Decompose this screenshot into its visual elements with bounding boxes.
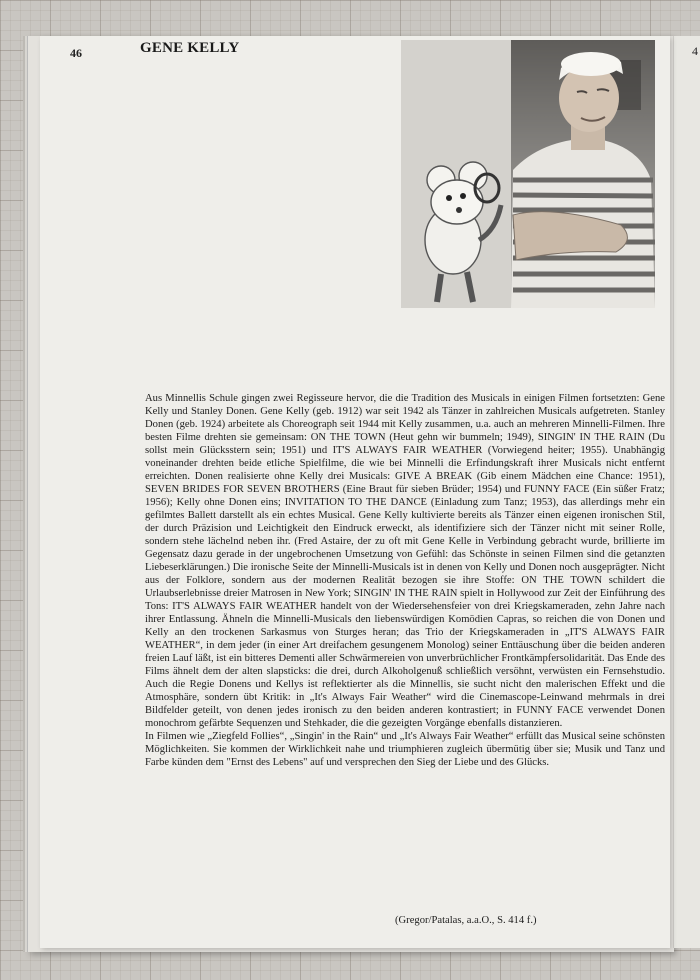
film-still-sailor-with-cartoon-mouse-icon (401, 40, 655, 308)
body-text (145, 392, 665, 769)
next-page-number: 4 (692, 44, 698, 58)
next-page-edge (673, 36, 700, 948)
page-number: 46 (70, 46, 82, 60)
body-paragraph-1: Aus Minnellis Schule gingen zwei Regisseure hervor, die die Tradition des Musicals in einigen Filmen fortsetzten: Gene Kelly und Stanley Donen. Gene Kelly (geb. 1912) war seit 1942 als Tänzer in zahlreichen Musicals aufgetreten. Stanley Donen (geb. 1924) arbeitete als Choreograph seit 1944 mit Kelly zusammen, u.a. auch an mehreren Minnelli-Filmen. Ihre besten Filme drehten sie gemeinsam: ON THE TOWN (Heut gehn wir bummeln; 1949), SINGIN' IN THE RAIN (Du sollst mein Glücksstern sein; 1951) und IT'S ALWAYS FAIR WEATHER (Vorwiegend heiter; 1955). Unabhängig voneinander drehten beide etliche Spielfilme, die wie bei Minnelli die Erfindungskraft ihrer Musicals nicht entfernt erreichten. Donen realisierte ohne Kelly drei Musicals: GIVE A BREAK (Gib einem Mädchen eine Chance: 1951), SEVEN BRIDES FOR SEVEN BROTHERS (Eine Braut für sieben Brüder; 1954) und FUNNY FACE (Ein süßer Fratz; 1956); Kelly ohne Donen eins; INVITATION TO THE DANCE (Einladung zum Tanz; 1953), das allerdings mehr ein gefilmtes Ballett darstellt als ein echtes Musical. Gene Kelly kultivierte bereits als Tänzer einen eigenen ironischen Stil, der durch Präzision und Leichtigkeit den Eindruck erweckt, als identifiziere sich der Tänzer nicht mit seiner Rolle, sondern stehe lächelnd neben ihr. (Fred Astaire, der zu oft mit Gene Kelle in Verbindung gebracht wurde, brillierte im Gegensatz dazu gerade in der ungebrochenen Umsetzung von Gefühl: das Schönste in seinen Filmen sind die getanzten Liebeserklärungen.) Die ironische Seite der Minnelli-Musicals ist in denen von Kelly und Donen noch ausgeprägter. Nicht aus der Folklore, sondern aus der modernen Realität bezogen sie ihre Stoffe: ON THE TOWN schildert die Urlaubserlebnisse dreier Matrosen in New York; SINGIN' IN THE RAIN spielt in Hollywood zur Zeit der Einführung des Tons: IT'S ALWAYS FAIR WEATHER handelt von der Wiedersehensfeier von drei Kriegskameraden, zehn Jahre nach ihrer Entlassung. Ähneln die Minnelli-Musicals den liebenswürdigen Komödien Capras, so reichen die von Donen und Kelly an den trockenen Sarkasmus von Sturges heran; das Trio der Kriegskameraden in „IT'S ALWAYS FAIR WEATHER“, in dem jeder (in einer Art dreifachem gesungenem Monolog) seiner Enttäuschung über die beiden anderen freien Lauf läßt, ist ein bitteres Dementi aller Schwärmereien von unverbrüchlicher Frontkämpfersolidarität. Das Ende des Films ähnelt dem der alten slapsticks: die drei, durch Alkoholgenuß schließlich versöhnt, verwüsten ein Fernsehstudio. Auch die Regie Donens und Kellys ist reflektierter als die Minnellis, sie sucht nicht den malerischen Effekt und die Atmosphäre, sondern übt Kritik: in „It's Always Fair Weather“ wird die Cinemascope-Leinwand mehrmals in drei Bildfelder geteilt, von denen jedes ironisch zu den beiden anderen kontrastiert; in FUNNY FACE verwendet Donen monochrom gefärbte Sequenzen und Stehkader, die die gezeigten Vorgänge ebenfalls distanzieren. (145, 393, 665, 729)
page-title: GENE KELLY (140, 40, 240, 56)
citation: (Gregor/Patalas, a.a.O., S. 414 f.) (395, 915, 537, 926)
body-paragraph-2: In Filmen wie „Ziegfeld Follies“, „Singin' in the Rain“ und „It's Always Fair Weather“ erfüllt das Musical seine schönsten Möglichkeiten. Sie kommen der Wirklichkeit nahe und triumphieren zugleich übermütig über sie; Musik und Tanz und Farbe künden dem "Ernst des Lebens" auf und versprechen den Sieg der Liebe und des Glücks. (145, 731, 665, 768)
film-still-photo (401, 40, 655, 308)
